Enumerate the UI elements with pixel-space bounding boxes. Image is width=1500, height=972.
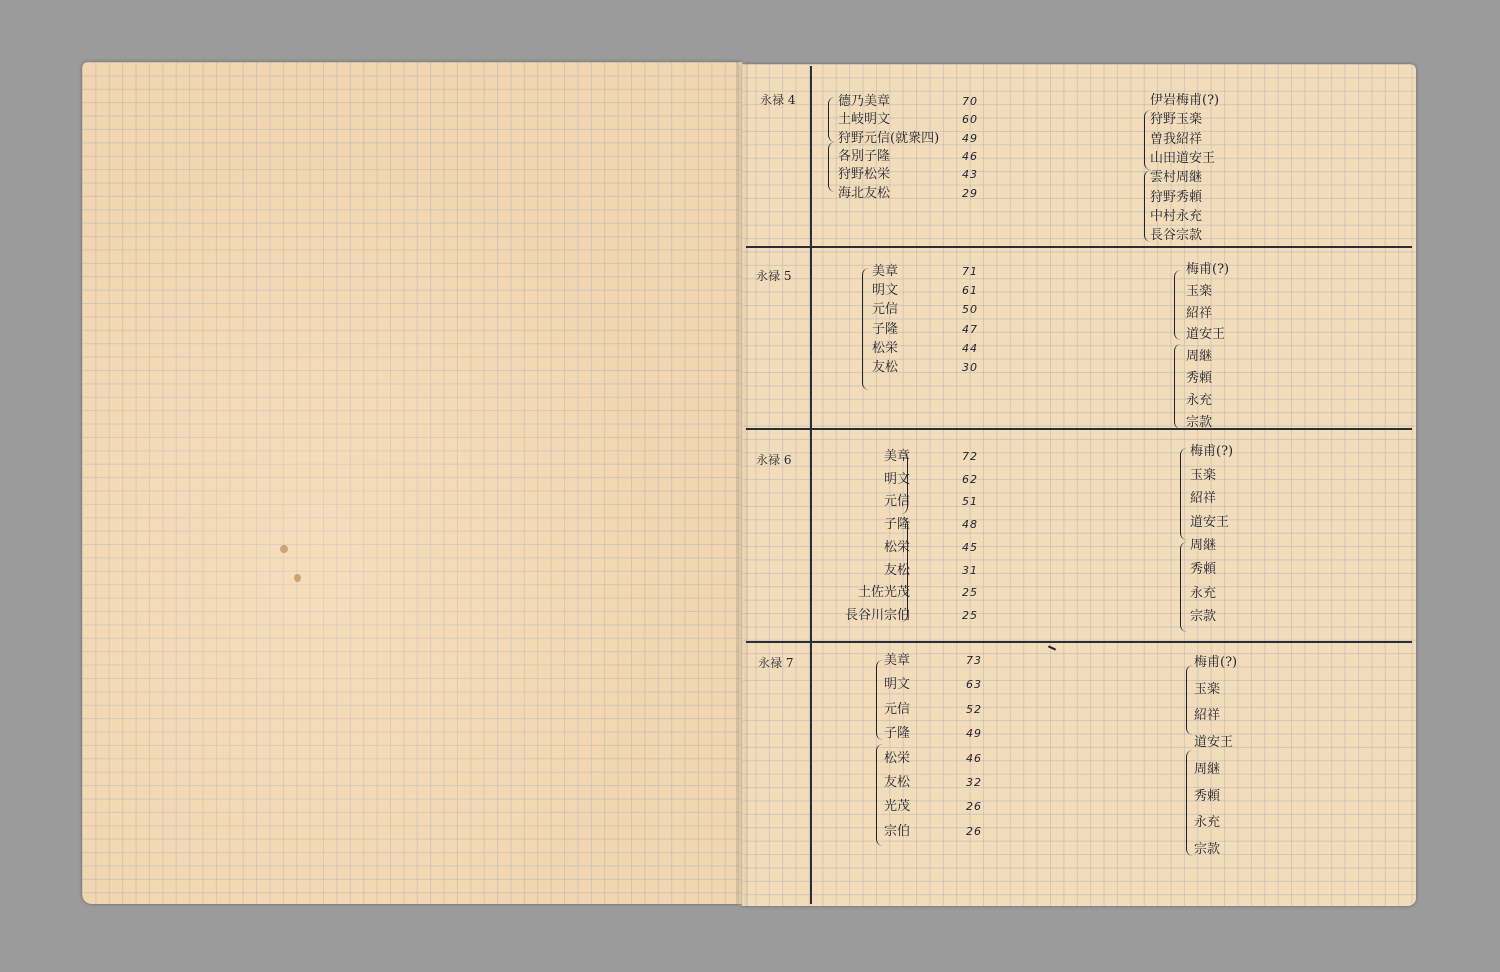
painter-name: 元信 [872,302,899,318]
associate-name: 雲村周継 [1150,170,1203,186]
associate-name: 玉楽 [1190,467,1217,483]
painter-name: 宗伯 [884,823,911,839]
age-value: 29 [962,186,978,200]
age-value: 47 [962,322,978,336]
associate-name: 玉楽 [1194,681,1221,697]
age-value: 61 [962,284,978,298]
age-value: 49 [966,727,982,741]
era-label: 永禄 7 [758,656,794,670]
left-page [82,62,742,904]
age-value: 46 [966,751,982,765]
age-value: 60 [962,113,978,127]
painter-name: 明文 [884,677,911,693]
age-value: 62 [962,472,978,486]
associate-name: 道安王 [1186,327,1226,343]
grouping-brace [1174,344,1182,429]
painter-name: 子隆 [884,726,911,742]
painter-name: 美章 [884,653,911,668]
associate-name: 周継 [1190,538,1217,554]
associate-name: 宗款 [1194,841,1221,857]
painter-name: 美章 [872,264,899,279]
associate-name: 宗款 [1190,609,1217,625]
section-rule [746,641,1412,643]
associate-name: 紹祥 [1194,708,1221,724]
associate-name: 永充 [1186,392,1213,408]
age-value: 26 [966,800,982,814]
associate-name: 秀頼 [1190,562,1217,577]
painter-name: 友松 [883,562,910,578]
painter-name: 各別子隆 [838,148,891,164]
associate-name: 梅甫(?) [1190,444,1234,459]
painter-name: 狩野元信(就衆四) [838,130,940,146]
painter-name: 海北友松 [838,185,891,201]
age-value: 52 [966,702,982,716]
associate-name: 玉楽 [1186,283,1213,299]
painter-name: 明文 [872,283,899,299]
painter-name: 松栄 [884,750,911,766]
painter-name: 友松 [884,775,911,790]
painter-name: 元信 [884,701,911,717]
age-value: 70 [962,95,978,108]
associate-name: 宗款 [1186,414,1213,430]
painter-name: 土佐光茂 [857,585,910,601]
associate-name: 道安王 [1190,514,1230,530]
era-label: 永禄 6 [756,453,792,467]
ink-stain [280,545,288,553]
associate-name: 中村永充 [1150,208,1203,224]
grouping-brace [1174,270,1182,340]
ink-stain [294,574,301,582]
associate-name: 山田道安王 [1150,150,1216,166]
book-gutter [736,62,748,906]
section-rule [746,246,1412,248]
age-value: 26 [966,824,982,838]
associate-name: 周継 [1186,349,1213,365]
grouping-brace [1186,665,1194,735]
grouping-brace [828,142,836,192]
associate-name: 道安王 [1194,735,1234,751]
era-label: 永禄 4 [760,93,796,107]
painter-name: 元信 [883,494,910,510]
associate-name: 長谷宗款 [1150,228,1203,244]
grouping-brace [828,97,836,142]
grouping-brace [1180,542,1188,632]
associate-name: 紹祥 [1190,491,1217,507]
painter-name: 德乃美章 [838,94,891,109]
associate-name: 紹祥 [1186,305,1213,321]
age-value: 32 [966,776,982,789]
age-value: 49 [962,131,978,145]
painter-name: 土岐明文 [838,112,891,128]
painter-name: 明文 [883,471,910,487]
associate-name: 曽我紹祥 [1150,131,1203,147]
age-value: 25 [962,586,978,600]
associate-name: 周継 [1194,761,1221,777]
painter-name: 美章 [883,449,910,464]
painter-name: 子隆 [872,321,899,337]
age-value: 48 [962,518,978,532]
grouping-brace [876,744,884,846]
associate-name: 秀頼 [1194,788,1221,804]
grouping-brace [900,518,908,622]
painter-name: 松栄 [872,340,899,356]
associate-name: 伊岩梅甫(?) [1150,93,1220,108]
grouping-brace [862,268,870,390]
associate-name: 梅甫(?) [1186,262,1230,277]
painter-name: 長谷川宗伯 [844,607,910,623]
grouping-brace [1180,448,1188,540]
age-value: 50 [962,303,978,317]
associate-name: 秀頼 [1186,371,1213,386]
grouping-brace [876,660,884,740]
era-label: 永禄 5 [756,269,792,283]
age-value: 43 [962,168,978,182]
age-value: 25 [962,608,978,622]
painter-name: 子隆 [883,517,910,533]
age-value: 72 [962,450,978,463]
associate-name: 永充 [1190,585,1217,601]
age-value: 63 [966,678,982,692]
associate-name: 狩野玉楽 [1150,112,1203,128]
age-value: 73 [966,654,982,667]
grouping-brace [1186,750,1194,856]
grouping-brace [1144,110,1152,170]
age-value: 44 [962,341,978,355]
age-value: 31 [962,563,978,577]
associate-name: 梅甫(?) [1194,655,1238,670]
age-value: 46 [962,149,978,163]
painter-name: 松栄 [883,539,910,555]
associate-name: 永充 [1194,815,1221,831]
section-rule [746,428,1412,430]
painter-name: 狩野松栄 [838,167,891,183]
painter-name: 光茂 [884,799,911,815]
painter-name: 友松 [872,360,899,375]
associate-name: 狩野秀頼 [1150,189,1203,205]
age-value: 45 [962,540,978,554]
grouping-brace [900,452,908,514]
column-rule [810,66,812,904]
grouping-brace [1144,170,1152,242]
age-value: 71 [962,265,978,278]
age-value: 51 [962,495,978,509]
age-value: 30 [962,361,978,374]
